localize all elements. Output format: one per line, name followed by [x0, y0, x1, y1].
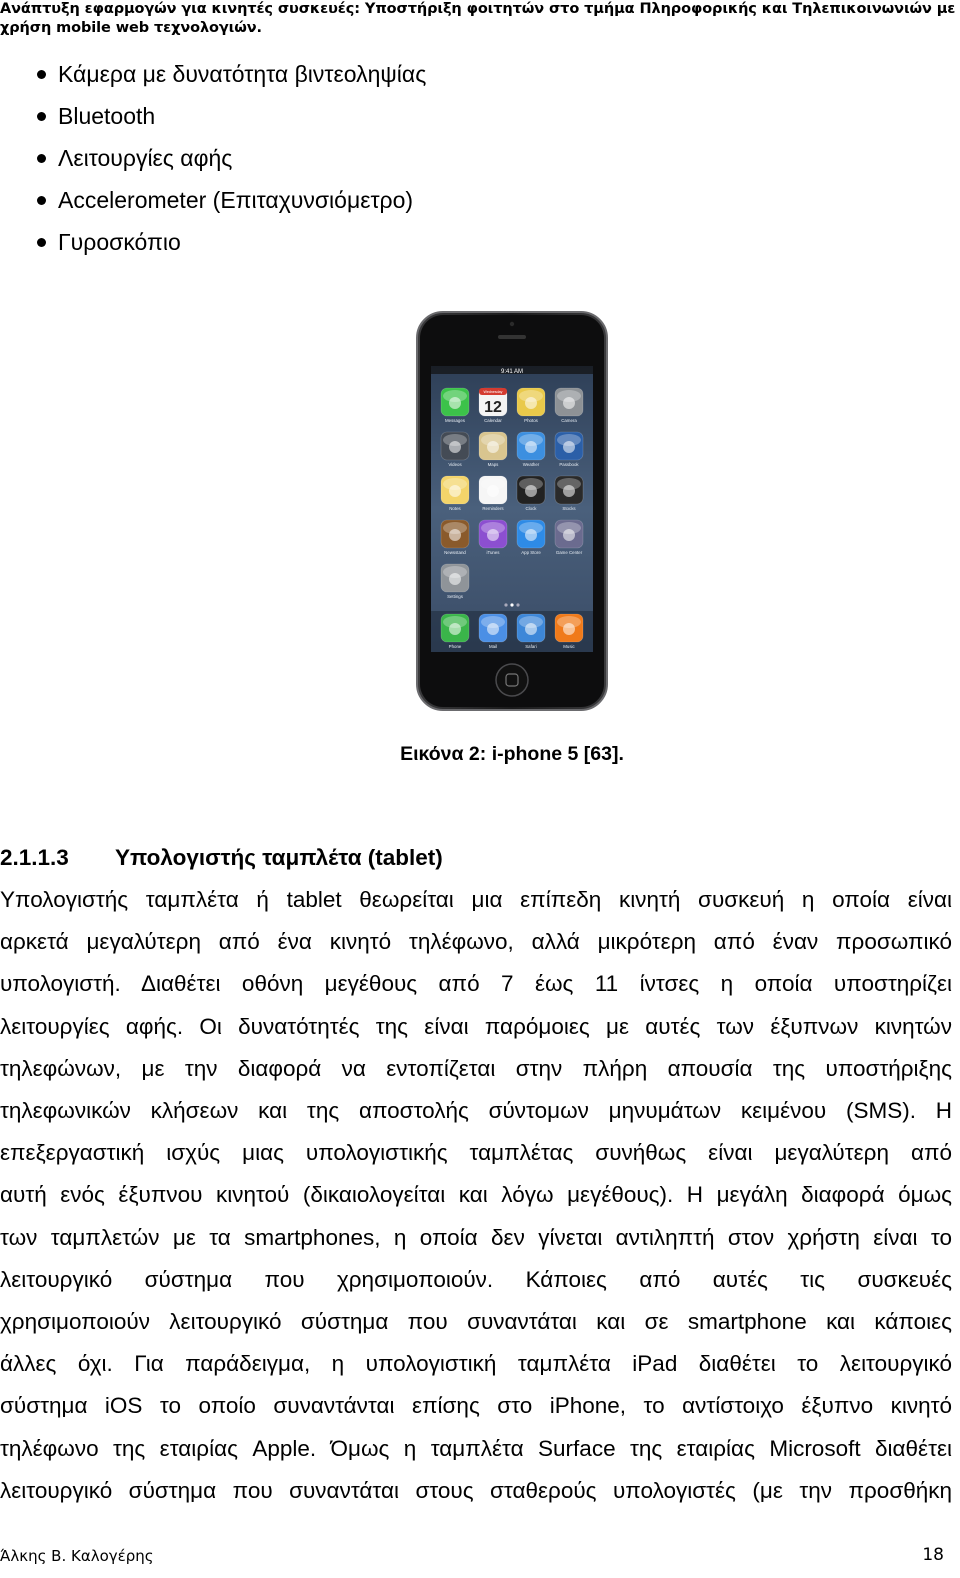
bullet-icon — [37, 196, 46, 205]
app-label: Stocks — [562, 506, 576, 511]
text-line: χρησιμοποιούν λειτουργικό σύστημα που συναντάται και σε smartphone και κάποιες — [0, 1309, 952, 1335]
app-label: Mail — [488, 644, 498, 649]
body-paragraph — [0, 879, 952, 1512]
calendar-date: 12 — [484, 399, 502, 416]
page-number: 18 — [922, 1545, 944, 1565]
page-dot — [510, 603, 513, 606]
app-label: Reminders — [482, 506, 504, 511]
app-label: Notes — [449, 506, 461, 511]
text-line: αρκετά μεγαλύτερη από ένα κινητό τηλέφωνο, αλλά μικρότερη από έναν προσωπικό — [0, 929, 952, 955]
page-dot — [504, 603, 507, 606]
list-item: Λειτουργίες αφής — [36, 137, 426, 179]
text-line: τηλεφωνικών κλήσεων και της αποστολής σύντομων μηνυμάτων κειμένου (SMS). Η — [0, 1098, 952, 1124]
app-label: Safari — [525, 644, 537, 649]
text-line: τηλεφώνων, με την διαφορά να εντοπίζεται στην πλήρη απουσία της υποστήριξης — [0, 1055, 952, 1081]
shelf-icon — [441, 520, 469, 555]
text-line: λειτουργίες αφής. Οι δυνατότητές της είναι παρόμοιες με αυτές των έξυπνων κινητών — [0, 1013, 952, 1039]
text-line: λειτουργικό σύστημα που χρησιμοποιούν. Κάποιες από αυτές τις συσκευές — [0, 1266, 952, 1292]
app-label: Camera — [561, 418, 577, 423]
text-line: σύστημα iOS το οποίο συναντάνται επίσης στο iPhone, το αντίστοιχο έξυπνο κινητό — [0, 1393, 952, 1419]
section-number: 2.1.1.3 — [0, 845, 69, 870]
app-label: Game Center — [555, 550, 583, 555]
app-label: Clock — [525, 506, 537, 511]
bullet-icon — [37, 154, 46, 163]
list-item: Accelerometer (Επιταχυνσιόμετρο) — [36, 179, 426, 221]
app-label: Settings — [447, 594, 463, 599]
app-label: App Store — [521, 550, 541, 555]
text-line: των ταμπλετών με τα smartphones, η οποία δεν γίνεται αντιληπτή στον χρήστη είναι το — [0, 1224, 952, 1250]
list-item: Bluetooth — [36, 95, 426, 137]
app-label: Calendar — [484, 418, 502, 423]
section-heading — [0, 843, 443, 873]
app-label: Phone — [448, 644, 462, 649]
text-line: λειτουργικό σύστημα που συναντάται στους σταθερούς υπολογιστές (με την προσθήκη — [0, 1477, 952, 1503]
speech-bubble-icon — [441, 388, 469, 423]
bullet-icon — [37, 112, 46, 121]
footer-author: Άλκης Β. Καλογέρης — [0, 1547, 154, 1565]
bullet-icon — [37, 238, 46, 247]
list-item: Κάμερα με δυνατότητα βιντεοληψίας — [36, 53, 426, 95]
text-line: αυτή ενός έξυπνου κινητού (δικαιολογείται και λόγω μεγέθους). Η μεγάλη διαφορά όμως — [0, 1182, 952, 1208]
earpiece-speaker — [498, 335, 526, 339]
bullet-icon — [37, 70, 46, 79]
text-line: άλλες όχι. Για παράδειγμα, η υπολογιστική ταμπλέτα iPad διαθέτει το λειτουργικό — [0, 1351, 952, 1377]
app-label: Passbook — [559, 462, 579, 467]
feature-list — [36, 53, 426, 263]
iphone-illustration — [416, 311, 608, 711]
figure-caption: Εικόνα 2: i-phone 5 [63]. — [400, 743, 624, 765]
app-label: Music — [563, 644, 575, 649]
bubbles-icon — [555, 520, 583, 555]
app-label: Newsstand — [444, 550, 466, 555]
list-item: Γυροσκόπιο — [36, 221, 426, 263]
running-header: Ανάπτυξη εφαρμογών για κινητές συσκευές: Υποστήριξη φοιτητών στο τμήμα Πληροφορικής και Τηλεπικοινωνιών με χρήση mobile web τεχνολογιών. — [0, 1, 956, 36]
calendar-day: Wednesday — [483, 390, 503, 394]
app-label: Messages — [444, 418, 466, 423]
checklist-icon — [479, 476, 507, 511]
app-label: Photos — [524, 418, 538, 423]
page-dot — [516, 603, 519, 606]
status-time: 9:41 AM — [500, 369, 524, 375]
text-line: Υπολογιστής ταμπλέτα ή tablet θεωρείται μια επίπεδη κινητή συσκευή η οποία είναι — [0, 887, 952, 912]
app-label: iTunes — [486, 550, 500, 555]
text-line: επεξεργαστική ισχύς μιας υπολογιστικής ταμπλέτας συνήθως είναι μεγαλύτερη από — [0, 1140, 952, 1166]
section-title: Υπολογιστής ταμπλέτα (tablet) — [115, 845, 443, 870]
text-line: τηλέφωνο της εταιρίας Apple. Όμως η ταμπλέτα Surface της εταιρίας Microsoft διαθέτει — [0, 1435, 952, 1461]
app-label: Videos — [448, 462, 462, 467]
home-button-icon — [496, 664, 528, 696]
text-line: υπολογιστή. Διαθέτει οθόνη μεγέθους από 7 έως 11 ίντσες η οποία υποστηρίζει — [0, 971, 952, 997]
front-camera-icon — [510, 322, 514, 326]
iphone-figure — [416, 311, 608, 716]
app-label: Maps — [487, 462, 499, 467]
app-label: Weather — [522, 462, 540, 467]
